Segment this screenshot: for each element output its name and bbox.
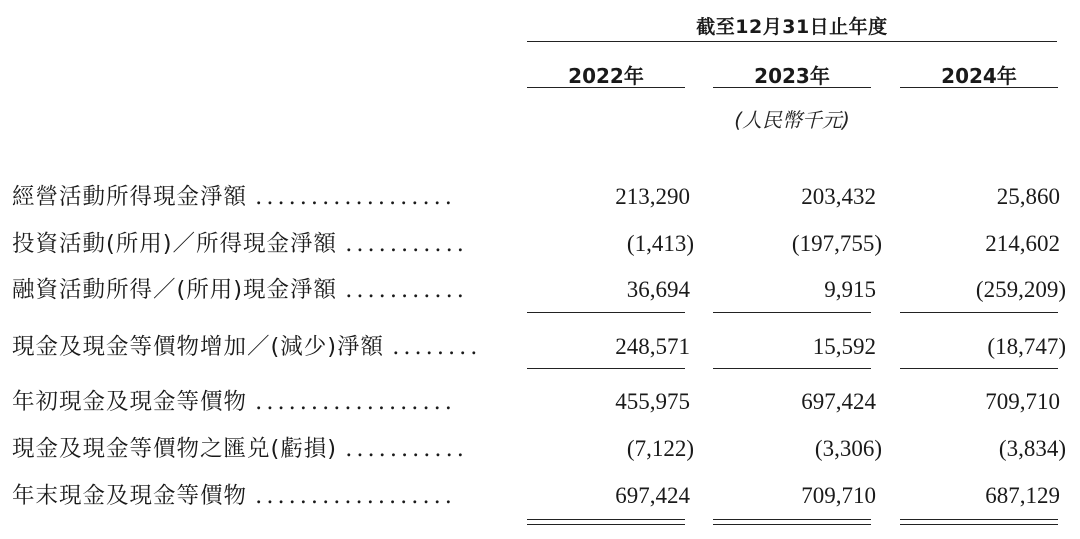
period-header: 截至12月31日止年度 <box>696 16 888 38</box>
value-2024: (259,209) <box>975 277 1066 302</box>
subtotal-rule-2022 <box>527 312 685 313</box>
double-rule-top-2022 <box>527 519 685 520</box>
value-2024: (18,747) <box>987 334 1066 359</box>
double-rule-bottom-2024 <box>900 524 1058 525</box>
year-underline-2023 <box>713 87 871 88</box>
year-header-2023: 2023年 <box>754 64 830 88</box>
currency-unit-note: (人民幣千元) <box>734 108 850 132</box>
table-row <box>0 332 1080 372</box>
year-underline-2022 <box>527 87 685 88</box>
value-2022: 248,571 <box>615 334 690 359</box>
value-2023: (3,306) <box>814 436 882 461</box>
value-2023: 15,592 <box>812 334 876 359</box>
row-label-text: 現金及現金等價物之匯兑(虧損) <box>12 436 338 462</box>
table-row <box>0 275 1080 315</box>
value-2022: 455,975 <box>615 389 690 414</box>
value-2023: 203,432 <box>801 184 876 209</box>
row-label-text: 現金及現金等價物增加／(減少)淨額 <box>12 334 385 360</box>
leader-dots: ........ <box>392 334 482 360</box>
value-2022: 36,694 <box>626 277 690 302</box>
row-label-text: 融資活動所得／(所用)現金淨額 <box>12 277 338 303</box>
value-2022: (1,413) <box>626 231 694 256</box>
row-label <box>12 229 502 259</box>
value-2023: 697,424 <box>801 389 876 414</box>
double-rule-top-2024 <box>900 519 1058 520</box>
row-label <box>12 275 502 305</box>
total-rule-2023 <box>713 368 871 369</box>
table-row <box>0 229 1080 269</box>
leader-dots: .................. <box>255 483 456 509</box>
leader-dots: .................. <box>255 184 456 210</box>
double-rule-bottom-2023 <box>713 524 871 525</box>
subtotal-rule-2024 <box>900 312 1058 313</box>
year-underline-2024 <box>900 87 1058 88</box>
double-rule-bottom-2022 <box>527 524 685 525</box>
leader-dots: .................. <box>255 389 456 415</box>
double-rule-top-2023 <box>713 519 871 520</box>
year-header-2022: 2022年 <box>568 64 644 88</box>
leader-dots: ........... <box>345 231 468 257</box>
table-row <box>0 434 1080 474</box>
year-header-2024: 2024年 <box>941 64 1017 88</box>
value-2024: 687,129 <box>985 483 1060 508</box>
leader-dots: ........... <box>345 436 468 462</box>
total-rule-2024 <box>900 368 1058 369</box>
row-label-text: 年初現金及現金等價物 <box>12 389 248 415</box>
value-2024: (3,834) <box>998 436 1066 461</box>
row-label-text: 投資活動(所用)／所得現金淨額 <box>12 231 338 257</box>
row-label <box>12 182 502 212</box>
subtotal-rule-2023 <box>713 312 871 313</box>
table-row <box>0 481 1080 521</box>
leader-dots: ........... <box>345 277 468 303</box>
row-label-text: 年末現金及現金等價物 <box>12 483 248 509</box>
value-2023: 709,710 <box>801 483 876 508</box>
table-row <box>0 387 1080 427</box>
row-label <box>12 434 502 464</box>
value-2022: 213,290 <box>615 184 690 209</box>
row-label <box>12 387 502 417</box>
value-2023: 9,915 <box>824 277 876 302</box>
value-2024: 214,602 <box>985 231 1060 256</box>
value-2022: 697,424 <box>615 483 690 508</box>
value-2023: (197,755) <box>791 231 882 256</box>
value-2024: 709,710 <box>985 389 1060 414</box>
table-row <box>0 182 1080 222</box>
value-2024: 25,860 <box>996 184 1060 209</box>
row-label-text: 經營活動所得現金淨額 <box>12 184 248 210</box>
row-label <box>12 332 502 362</box>
total-rule-2022 <box>527 368 685 369</box>
row-label <box>12 481 502 511</box>
period-underline <box>527 41 1057 42</box>
value-2022: (7,122) <box>626 436 694 461</box>
